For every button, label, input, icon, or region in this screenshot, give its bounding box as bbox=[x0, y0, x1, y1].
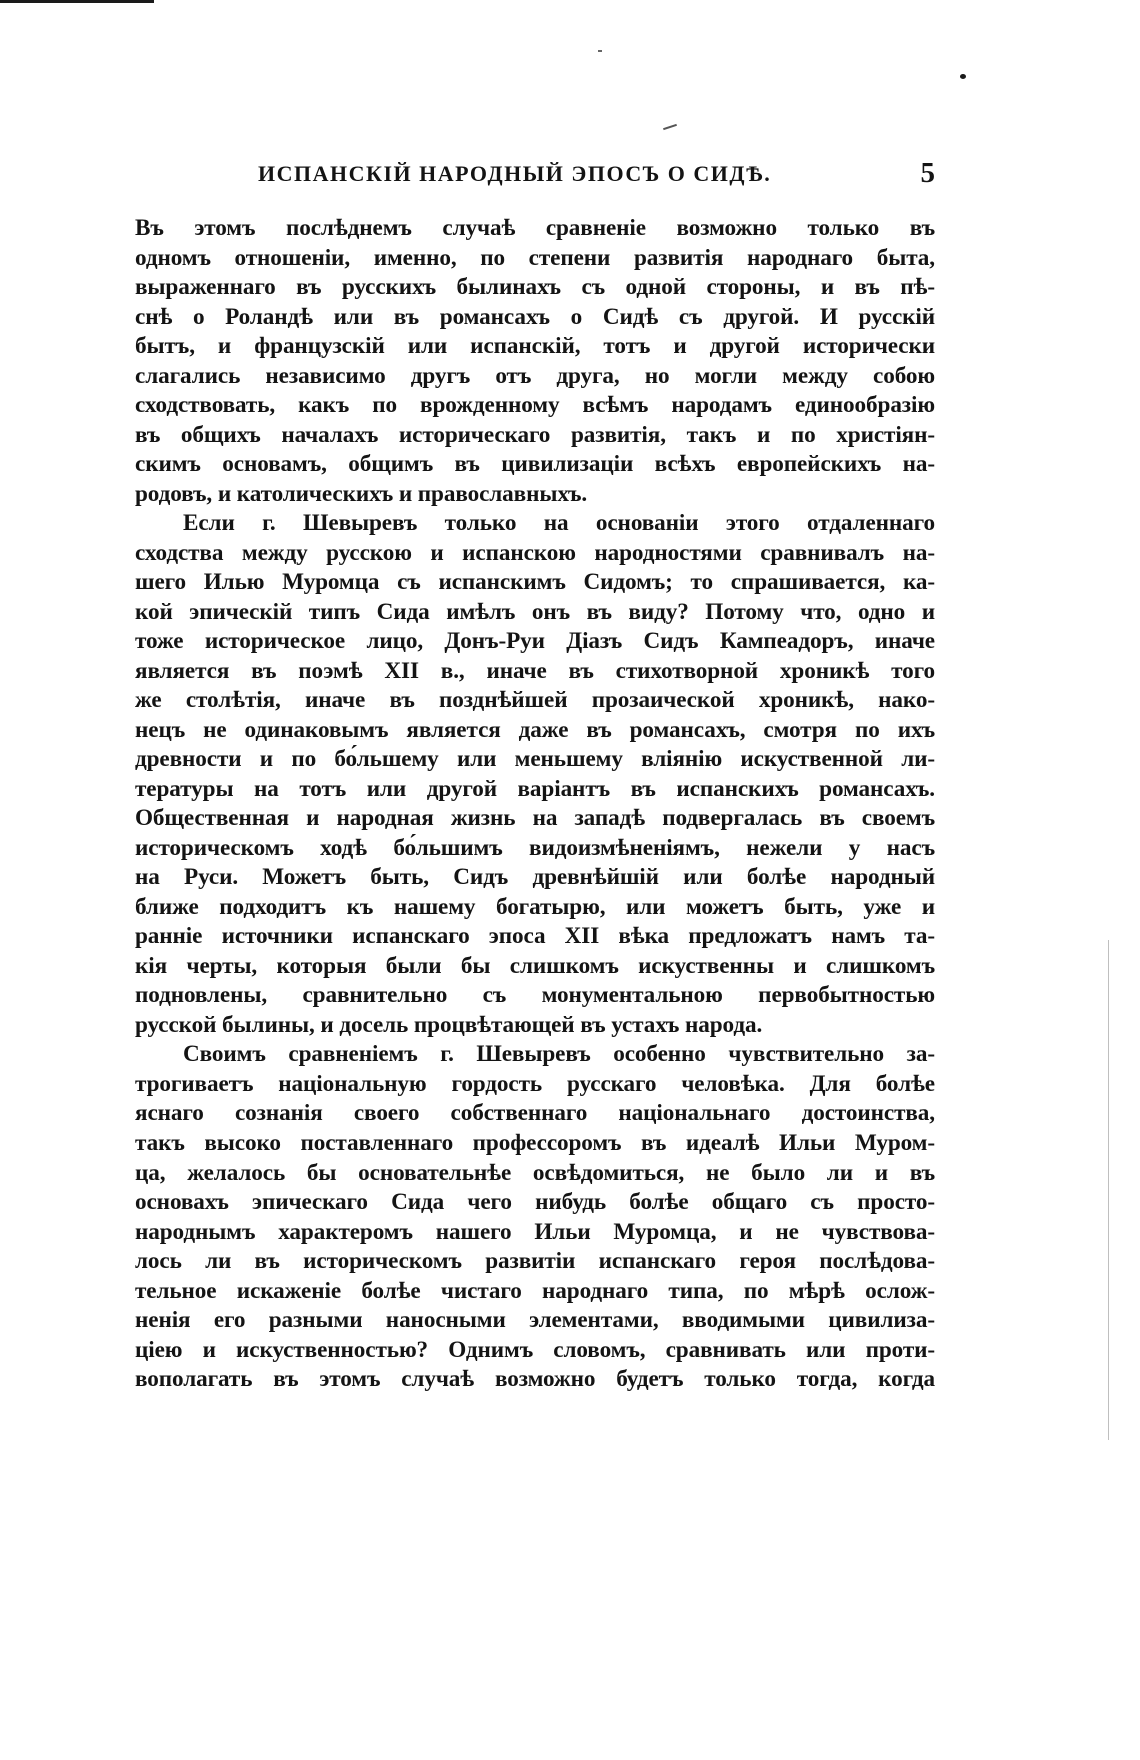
text-line: народнымъ характеромъ нашего Ильи Муромца, и не чувствова- bbox=[135, 1218, 935, 1245]
text-line: вополагать въ этомъ случаѣ возможно будетъ только тогда, когда bbox=[135, 1366, 935, 1393]
text-line: Если г. Шевыревъ только на основаніи этого отдаленнаго bbox=[183, 510, 935, 537]
text-line: историческомъ ходѣ бо́льшимъ видоизмѣненіямъ, нежели у насъ bbox=[135, 834, 935, 861]
text-line: Общественная и народная жизнь на западѣ подвергалась въ своемъ bbox=[135, 805, 935, 832]
text-line: слагались независимо другъ отъ друга, но могли между собою bbox=[135, 362, 935, 389]
text-line: ненія его разными наносными элементами, вводимыми цивилиза- bbox=[135, 1307, 935, 1334]
text-line: Въ этомъ послѣднемъ случаѣ сравненіе возможно только въ bbox=[135, 215, 935, 241]
text-line: трогиваетъ національную гордость русскаго человѣка. Для болѣе bbox=[135, 1070, 935, 1097]
text-line: шего Илью Муромца съ испанскимъ Сидомъ; то спрашивается, ка- bbox=[135, 569, 935, 596]
text-line: тературы на тотъ или другой варіантъ въ испанскихъ романсахъ. bbox=[135, 775, 935, 802]
running-head bbox=[135, 157, 935, 197]
scan-speck bbox=[663, 124, 677, 130]
running-title: ИСПАНСКІЙ НАРОДНЫЙ ЭПОСЪ О СИДѢ. bbox=[258, 161, 772, 186]
text-line: Своимъ сравненіемъ г. Шевыревъ особенно чувствительно за- bbox=[183, 1041, 935, 1068]
body-text bbox=[135, 214, 935, 1395]
text-line: выраженнаго въ русскихъ былинахъ съ одной стороны, и въ пѣ- bbox=[135, 274, 935, 301]
text-line: ближе подходитъ къ нашему богатырю, или можетъ быть, уже и bbox=[135, 893, 935, 920]
text-line: сходства между русскою и испанскою народностями сравнивалъ на- bbox=[135, 539, 935, 566]
text-line: тельное искаженіе болѣе чистаго народнаго типа, по мѣрѣ ослож- bbox=[135, 1277, 935, 1304]
text-line: подновлены, сравнительно съ монументальною первобытностью bbox=[135, 982, 935, 1009]
text-line: кія черты, которыя были бы слишкомъ искуственны и слишкомъ bbox=[135, 952, 935, 979]
text-line: такъ высоко поставленнаго профессоромъ въ идеалѣ Ильи Муром- bbox=[135, 1129, 935, 1156]
text-line: скимъ основамъ, общимъ въ цивилизаціи всѣхъ европейскихъ на- bbox=[135, 451, 935, 478]
text-line: тоже историческое лицо, Донъ-Руи Діазъ Сидъ Кампеадоръ, иначе bbox=[135, 628, 935, 655]
text-line: кой эпическій типъ Сида имѣлъ онъ въ виду? Потому что, одно и bbox=[135, 598, 935, 625]
text-line: одномъ отношеніи, именно, по степени развитія народнаго быта, bbox=[135, 244, 935, 271]
text-line: на Руси. Можетъ быть, Сидъ древнѣйшій или болѣе народный bbox=[135, 864, 935, 891]
text-line: нецъ не одинаковымъ является даже въ романсахъ, смотря по ихъ bbox=[135, 716, 935, 743]
scan-edge-line bbox=[1108, 940, 1109, 1440]
text-line: въ общихъ началахъ историческаго развитія, такъ и по христіян- bbox=[135, 421, 935, 448]
text-line: ца, желалось бы основательнѣе освѣдомиться, не было ли и въ bbox=[135, 1159, 935, 1186]
text-line: яснаго сознанія своего собственнаго національнаго достоинства, bbox=[135, 1100, 935, 1127]
scan-corner-mark bbox=[0, 0, 150, 3]
text-line: снѣ о Роландѣ или въ романсахъ о Сидѣ съ другой. И русскій bbox=[135, 303, 935, 330]
text-line: лось ли въ историческомъ развитіи испанскаго героя послѣдова- bbox=[135, 1248, 935, 1275]
text-line: бытъ, и французскій или испанскій, тотъ и другой исторически bbox=[135, 333, 935, 360]
scan-speck bbox=[960, 74, 966, 79]
text-line: ранніе источники испанскаго эпоса XII вѣка предложатъ намъ та- bbox=[135, 923, 935, 950]
text-line: ціею и искуственностью? Однимъ словомъ, сравнивать или проти- bbox=[135, 1336, 935, 1363]
text-line: сходствовать, какъ по врожденному всѣмъ народамъ единообразію bbox=[135, 392, 935, 419]
text-line: древности и по бо́льшему или меньшему вліянію искуственной ли- bbox=[135, 746, 935, 773]
text-line: родовъ, и католическихъ и православныхъ. bbox=[135, 480, 588, 507]
text-line: является въ поэмѣ XII в., иначе въ стихотворной хроникѣ того bbox=[135, 657, 935, 684]
page-number: 5 bbox=[920, 157, 935, 189]
text-line: же столѣтія, иначе въ позднѣйшей прозаической хроникѣ, нако- bbox=[135, 687, 935, 714]
text-line: русской былины, и досель процвѣтающей въ устахъ народа. bbox=[135, 1011, 763, 1038]
text-line: основахъ эпическаго Сида чего нибудь болѣе общаго съ просто- bbox=[135, 1189, 935, 1216]
scan-speck bbox=[598, 50, 602, 52]
